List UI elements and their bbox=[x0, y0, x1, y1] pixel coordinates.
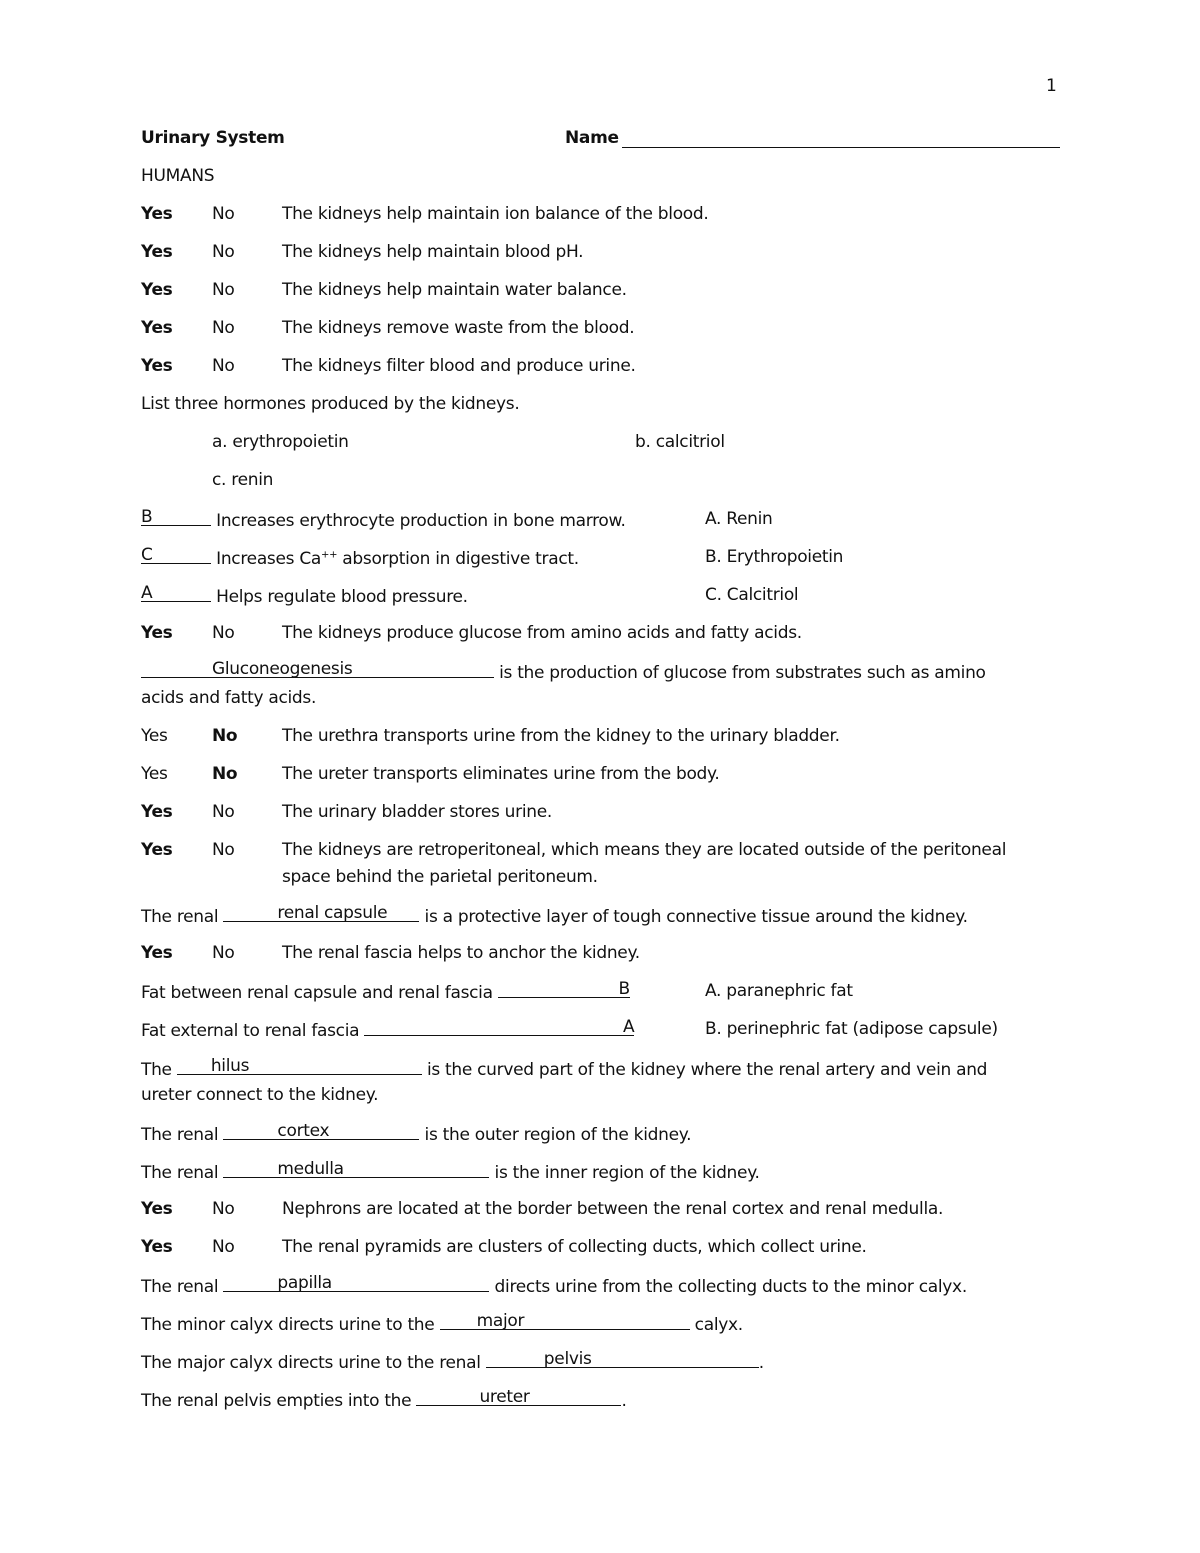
matching-row bbox=[141, 546, 579, 570]
matching-text: Increases Ca bbox=[216, 549, 322, 569]
answer-value: Gluconeogenesis bbox=[212, 659, 353, 679]
answer-blank[interactable] bbox=[223, 904, 419, 922]
answer-value: B bbox=[141, 507, 153, 527]
answer-blank[interactable] bbox=[486, 1350, 759, 1368]
no-option[interactable]: No bbox=[212, 726, 238, 746]
fill-in-gluconeogenesis bbox=[141, 660, 986, 684]
answer-value: pelvis bbox=[543, 1349, 592, 1369]
yesno-question bbox=[0, 942, 1200, 966]
question-text: The kidneys help maintain water balance. bbox=[282, 280, 627, 300]
fill-in-text: . bbox=[621, 1391, 627, 1411]
yesno-question bbox=[0, 725, 1200, 749]
fill-in-prefix: The renal bbox=[141, 1163, 219, 1183]
fill-in-text: is a protective layer of tough connective tissue around the kidney. bbox=[424, 907, 968, 927]
question-text: The renal fascia helps to anchor the kidney. bbox=[282, 943, 640, 963]
yes-option[interactable]: Yes bbox=[141, 318, 173, 338]
no-option[interactable]: No bbox=[212, 840, 235, 860]
yesno-question bbox=[0, 622, 1200, 646]
question-text: The kidneys help maintain ion balance of the blood. bbox=[282, 204, 709, 224]
fill-in-text: calyx. bbox=[694, 1315, 743, 1335]
answer-value: C bbox=[141, 545, 153, 565]
hormone-answer-b: b. calcitriol bbox=[635, 432, 725, 452]
answer-blank[interactable] bbox=[416, 1388, 621, 1406]
hormone-answer-c: c. renin bbox=[212, 470, 274, 490]
matching-row bbox=[141, 508, 626, 532]
fill-in-medulla bbox=[141, 1160, 760, 1184]
no-option[interactable]: No bbox=[212, 356, 235, 376]
fill-in-prefix: The bbox=[141, 1060, 172, 1080]
fill-in-prefix: The renal bbox=[141, 907, 219, 927]
fat-text: Fat between renal capsule and renal fascia bbox=[141, 983, 493, 1003]
answer-blank[interactable] bbox=[141, 660, 494, 678]
no-option[interactable]: No bbox=[212, 623, 235, 643]
fill-in-text: is the curved part of the kidney where the renal artery and vein and bbox=[426, 1060, 988, 1080]
matching-text: Increases erythrocyte production in bone marrow. bbox=[216, 511, 626, 531]
answer-value: hilus bbox=[210, 1056, 250, 1076]
matching-row bbox=[141, 584, 468, 608]
yesno-question bbox=[0, 279, 1200, 303]
no-option[interactable]: No bbox=[212, 1237, 235, 1257]
question-text: The kidneys remove waste from the blood. bbox=[282, 318, 635, 338]
section-heading: HUMANS bbox=[141, 166, 215, 186]
fill-in-renal-capsule bbox=[141, 904, 968, 928]
fill-in-text: is the inner region of the kidney. bbox=[494, 1163, 760, 1183]
no-option[interactable]: No bbox=[212, 1199, 235, 1219]
yes-option[interactable]: Yes bbox=[141, 1237, 173, 1257]
question-text: The urinary bladder stores urine. bbox=[282, 802, 553, 822]
answer-value: B bbox=[618, 979, 630, 999]
question-text: The renal pyramids are clusters of collecting ducts, which collect urine. bbox=[282, 1237, 867, 1257]
question-text-cont: space behind the parietal peritoneum. bbox=[282, 867, 598, 887]
fill-in-text: . bbox=[758, 1353, 764, 1373]
answer-value: renal capsule bbox=[277, 903, 388, 923]
fat-matching-row bbox=[141, 980, 630, 1004]
yesno-question bbox=[0, 763, 1200, 787]
question-text: The kidneys help maintain blood pH. bbox=[282, 242, 584, 262]
answer-blank[interactable] bbox=[498, 980, 630, 998]
fat-option: B. perinephric fat (adipose capsule) bbox=[705, 1019, 998, 1039]
worksheet-title: Urinary System bbox=[141, 128, 285, 148]
answer-value: cortex bbox=[277, 1121, 330, 1141]
page-number: 1 bbox=[1046, 76, 1057, 96]
question-text: The ureter transports eliminates urine from the body. bbox=[282, 764, 720, 784]
yes-option[interactable]: Yes bbox=[141, 204, 173, 224]
fill-in-cortex bbox=[141, 1122, 691, 1146]
question-text: The urethra transports urine from the kidney to the urinary bladder. bbox=[282, 726, 840, 746]
matching-option: C. Calcitriol bbox=[705, 585, 799, 605]
no-option[interactable]: No bbox=[212, 318, 235, 338]
matching-text: Helps regulate blood pressure. bbox=[216, 587, 468, 607]
answer-blank[interactable] bbox=[223, 1160, 489, 1178]
answer-blank[interactable] bbox=[223, 1274, 489, 1292]
yesno-question bbox=[0, 317, 1200, 341]
yesno-question bbox=[0, 355, 1200, 379]
yes-option[interactable]: Yes bbox=[141, 623, 173, 643]
superscript: ++ bbox=[321, 549, 338, 561]
fat-text: Fat external to renal fascia bbox=[141, 1021, 360, 1041]
no-option[interactable]: No bbox=[212, 280, 235, 300]
answer-blank[interactable] bbox=[141, 546, 211, 564]
fill-in-text: directs urine from the collecting ducts to the minor calyx. bbox=[494, 1277, 967, 1297]
fill-in-prefix: The major calyx directs urine to the renal bbox=[141, 1353, 481, 1373]
yes-option[interactable]: Yes bbox=[141, 840, 173, 860]
fill-in-prefix: The renal bbox=[141, 1277, 219, 1297]
fat-matching-row bbox=[141, 1018, 634, 1042]
fill-in-papilla bbox=[141, 1274, 967, 1298]
yesno-question bbox=[0, 1236, 1200, 1260]
matching-option: B. Erythropoietin bbox=[705, 547, 844, 567]
hormone-answer-a: a. erythropoietin bbox=[212, 432, 349, 452]
no-option[interactable]: No bbox=[212, 242, 235, 262]
yes-option[interactable]: Yes bbox=[141, 802, 173, 822]
question-text: The kidneys produce glucose from amino acids and fatty acids. bbox=[282, 623, 802, 643]
answer-value: A bbox=[623, 1017, 635, 1037]
fat-option: A. paranephric fat bbox=[705, 981, 853, 1001]
answer-blank[interactable] bbox=[364, 1018, 634, 1036]
yesno-question bbox=[0, 241, 1200, 265]
no-option[interactable]: No bbox=[212, 764, 238, 784]
yesno-question bbox=[0, 801, 1200, 825]
yes-option[interactable]: Yes bbox=[141, 726, 168, 746]
no-option[interactable]: No bbox=[212, 802, 235, 822]
no-option[interactable]: No bbox=[212, 204, 235, 224]
yes-option[interactable]: Yes bbox=[141, 764, 168, 784]
name-label: Name bbox=[565, 128, 619, 148]
yesno-question bbox=[0, 203, 1200, 227]
no-option[interactable]: No bbox=[212, 943, 235, 963]
yes-option[interactable]: Yes bbox=[141, 1199, 173, 1219]
matching-option: A. Renin bbox=[705, 509, 773, 529]
question-text: The kidneys filter blood and produce urine. bbox=[282, 356, 636, 376]
fill-in-prefix: The renal bbox=[141, 1125, 219, 1145]
question-text: The kidneys are retroperitoneal, which means they are located outside of the peritoneal bbox=[282, 840, 1007, 860]
yesno-question bbox=[0, 1198, 1200, 1222]
hormones-prompt: List three hormones produced by the kidneys. bbox=[141, 394, 520, 414]
fill-in-major bbox=[141, 1312, 743, 1336]
fill-in-prefix: The renal pelvis empties into the bbox=[141, 1391, 412, 1411]
answer-blank[interactable] bbox=[177, 1057, 422, 1075]
yes-option[interactable]: Yes bbox=[141, 280, 173, 300]
fill-in-text-cont: acids and fatty acids. bbox=[141, 688, 317, 708]
yes-option[interactable]: Yes bbox=[141, 943, 173, 963]
matching-text-cont: absorption in digestive tract. bbox=[337, 549, 579, 569]
question-text: Nephrons are located at the border between the renal cortex and renal medulla. bbox=[282, 1199, 944, 1219]
answer-value: papilla bbox=[277, 1273, 332, 1293]
fill-in-text: is the production of glucose from substrates such as amino bbox=[499, 663, 986, 683]
name-field[interactable] bbox=[622, 147, 1060, 148]
answer-blank[interactable] bbox=[223, 1122, 419, 1140]
fill-in-hilus bbox=[141, 1057, 987, 1081]
answer-blank[interactable] bbox=[141, 508, 211, 526]
fill-in-prefix: The minor calyx directs urine to the bbox=[141, 1315, 435, 1335]
answer-value: ureter bbox=[479, 1387, 530, 1407]
yes-option[interactable]: Yes bbox=[141, 242, 173, 262]
yes-option[interactable]: Yes bbox=[141, 356, 173, 376]
fill-in-ureter bbox=[141, 1388, 627, 1412]
answer-value: major bbox=[476, 1311, 525, 1331]
answer-value: medulla bbox=[277, 1159, 344, 1179]
answer-blank[interactable] bbox=[141, 584, 211, 602]
answer-value: A bbox=[141, 583, 153, 603]
fill-in-text-cont: ureter connect to the kidney. bbox=[141, 1085, 379, 1105]
answer-blank[interactable] bbox=[440, 1312, 690, 1330]
fill-in-text: is the outer region of the kidney. bbox=[424, 1125, 692, 1145]
fill-in-pelvis bbox=[141, 1350, 764, 1374]
yesno-question bbox=[0, 839, 1200, 863]
